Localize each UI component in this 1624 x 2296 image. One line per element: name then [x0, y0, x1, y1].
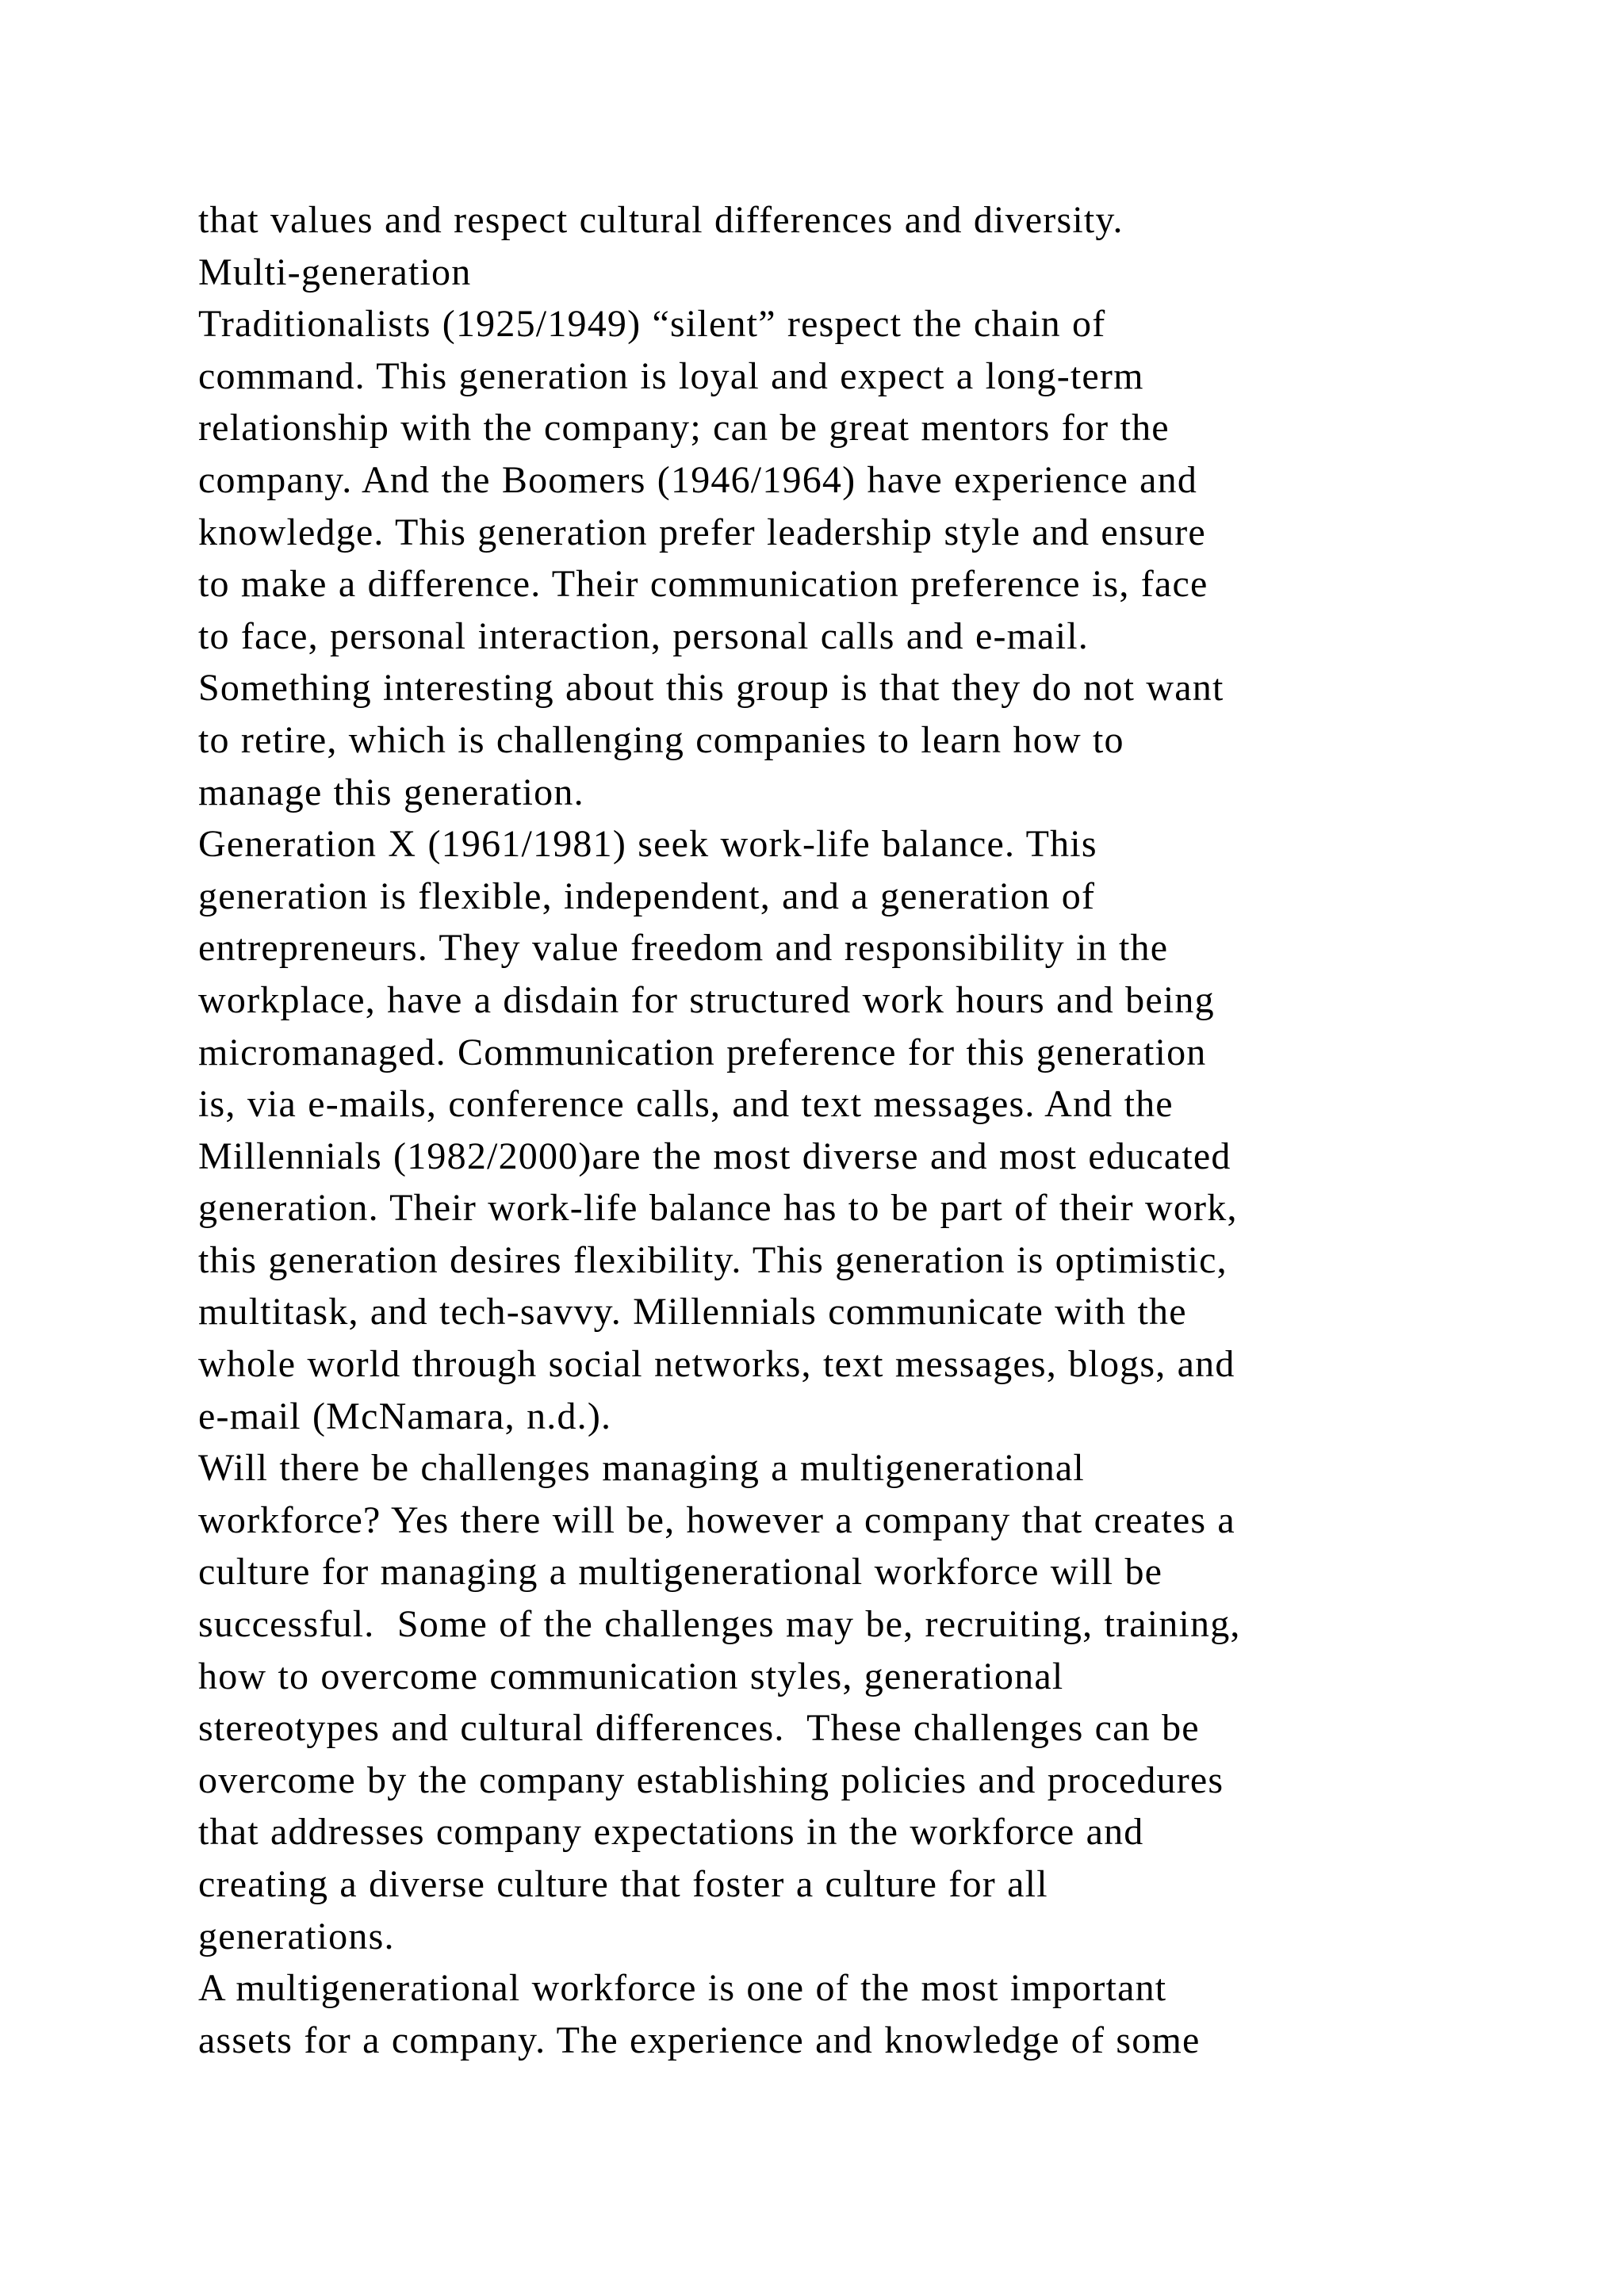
section-heading: Multi-generation [198, 251, 472, 293]
text-line: how to overcome communication styles, generational [198, 1655, 1064, 1697]
text-line: successful. Some of the challenges may be, recruiting, training, [198, 1603, 1241, 1646]
text-line: Will there be challenges managing a multigenerational [198, 1447, 1085, 1490]
text-line: overcome by the company establishing policies and procedures [198, 1758, 1224, 1801]
text-line: Millennials (1982/2000)are the most diverse and most educated [198, 1135, 1231, 1177]
text-line: relationship with the company; can be great mentors for the [198, 407, 1170, 450]
text-line: generation. Their work-life balance has to be part of their work, [198, 1187, 1238, 1230]
text-line: entrepreneurs. They value freedom and responsibility in the [198, 927, 1169, 970]
text-line: assets for a company. The experience and knowledge of some [198, 2019, 1201, 2061]
text-line: that values and respect cultural differences and diversity. [198, 199, 1124, 241]
text-line: that addresses company expectations in the workforce and [198, 1811, 1144, 1854]
text-line: multitask, and tech-savvy. Millennials communicate with the [198, 1291, 1187, 1334]
text-line: is, via e-mails, conference calls, and text messages. And the [198, 1083, 1174, 1126]
text-line: culture for managing a multigenerational workforce will be [198, 1551, 1163, 1594]
text-line: workforce? Yes there will be, however a company that creates a [198, 1498, 1235, 1541]
text-line: manage this generation. [198, 771, 584, 813]
text-line: Generation X (1961/1981) seek work-life balance. This [198, 823, 1097, 866]
text-line: generations. [198, 1915, 395, 1957]
body-text [198, 194, 1435, 2066]
text-line: stereotypes and cultural differences. These challenges can be [198, 1707, 1200, 1750]
text-line: whole world through social networks, text messages, blogs, and [198, 1343, 1235, 1386]
text-line: this generation desires flexibility. This generation is optimistic, [198, 1238, 1228, 1281]
text-line: to retire, which is challenging companies to learn how to [198, 718, 1124, 761]
text-line: e-mail (McNamara, n.d.). [198, 1395, 612, 1437]
text-line: micromanaged. Communication preference for this generation [198, 1031, 1207, 1073]
text-line: command. This generation is loyal and expect a long-term [198, 354, 1144, 397]
text-line: generation is flexible, independent, and a generation of [198, 874, 1096, 917]
text-line: Traditionalists (1925/1949) “silent” respect the chain of [198, 303, 1106, 346]
text-line: to face, personal interaction, personal calls and e-mail. [198, 614, 1089, 657]
text-line: workplace, have a disdain for structured work hours and being [198, 978, 1215, 1021]
text-line: creating a diverse culture that foster a culture for all [198, 1863, 1048, 1905]
text-line: A multigenerational workforce is one of the most important [198, 1967, 1167, 2010]
text-line: Something interesting about this group is that they do not want [198, 667, 1224, 710]
text-line: company. And the Boomers (1946/1964) have experience and [198, 458, 1198, 501]
text-line: knowledge. This generation prefer leadership style and ensure [198, 511, 1206, 553]
text-line: to make a difference. Their communication preference is, face [198, 563, 1208, 606]
